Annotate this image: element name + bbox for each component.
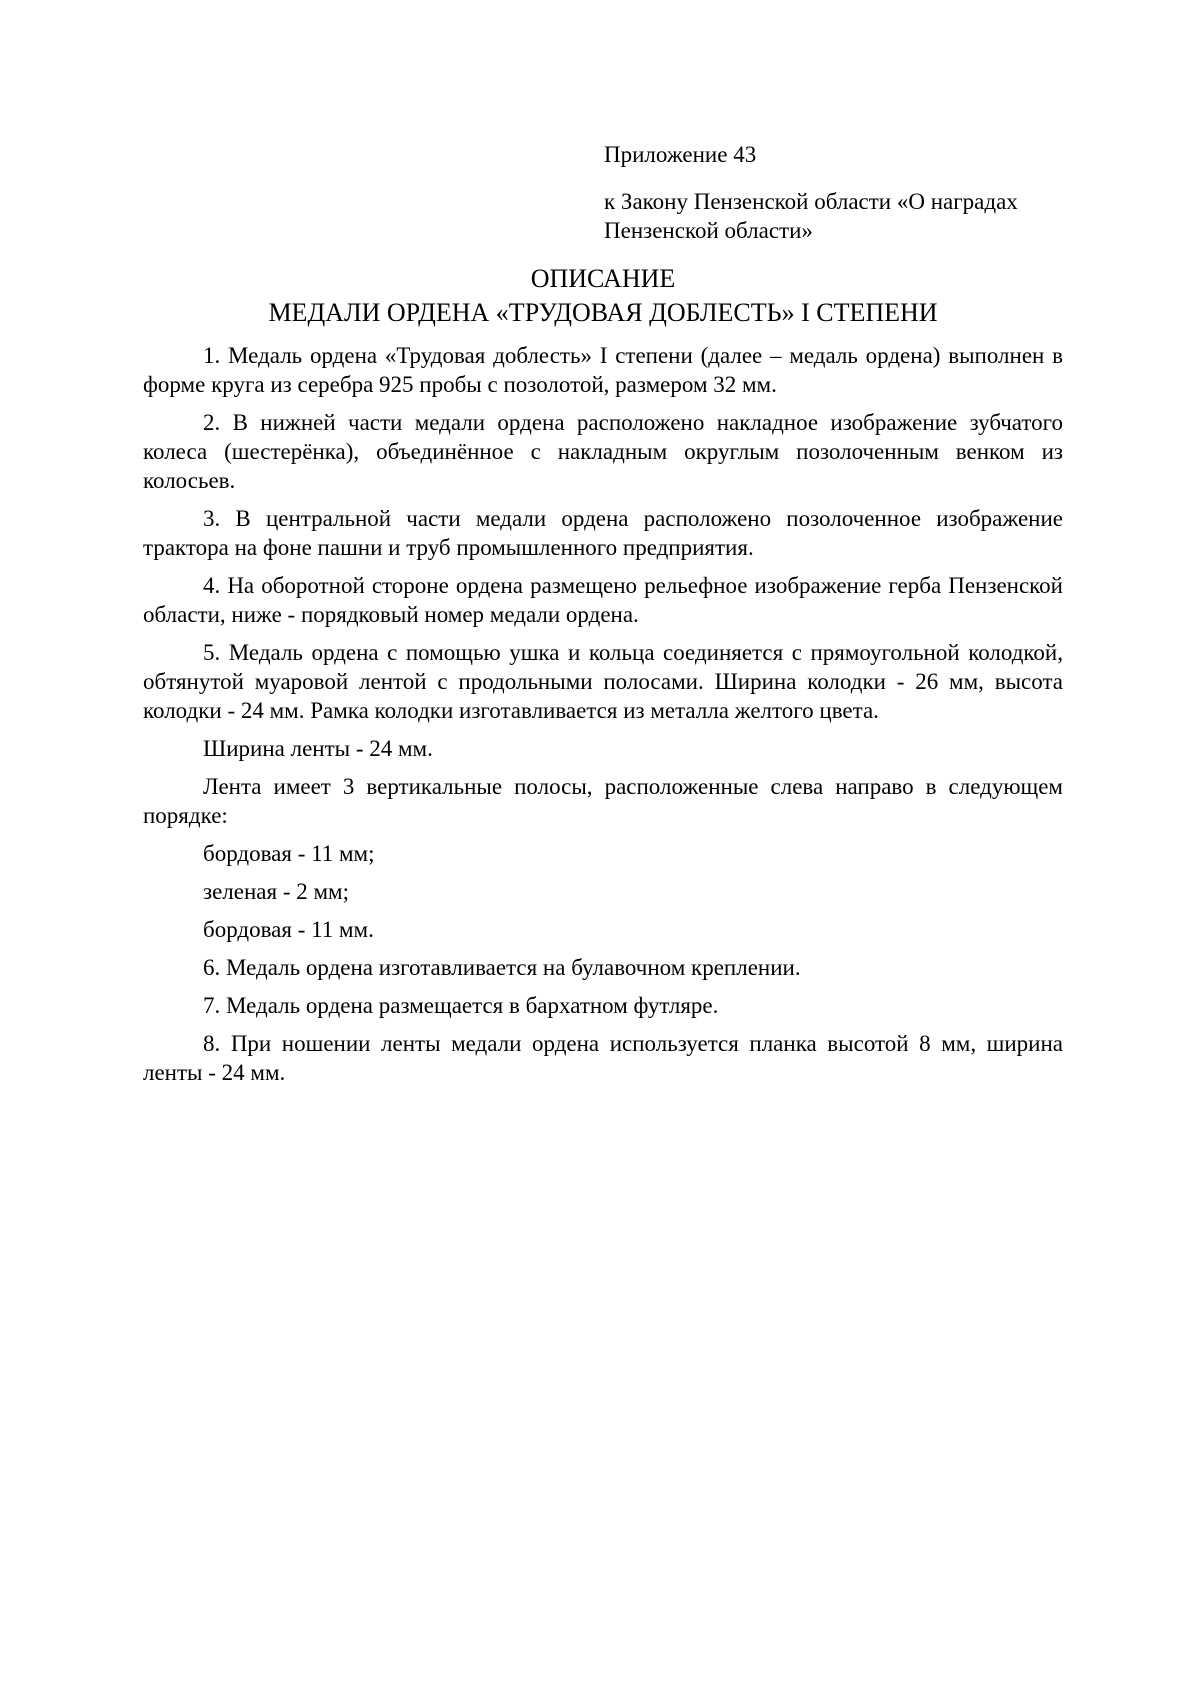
document-title (143, 262, 1063, 330)
paragraph-8: 8. При ношении ленты медали ордена используется планка высотой 8 мм, ширина ленты - 24 мм. (143, 1031, 1063, 1085)
paragraph-3: 3. В центральной части медали ордена расположено позолоченное изображение трактора на фоне пашни и труб промышленного предприятия. (143, 506, 1063, 560)
paragraph-4: 4. На оборотной стороне ордена размещено рельефное изображение герба Пензенской области, ниже - порядковый номер медали ордена. (143, 573, 1063, 627)
paragraph-6: 6. Медаль ордена изготавливается на булавочном креплении. (203, 955, 801, 980)
stripe-3: бордовая - 11 мм. (203, 917, 374, 942)
stripe-2: зеленая - 2 мм; (203, 879, 349, 904)
stripe-1: бордовая - 11 мм; (203, 841, 375, 866)
document-body (143, 341, 1063, 1096)
ribbon-stripes-intro: Лента имеет 3 вертикальные полосы, расположенные слева направо в следующем порядке: (143, 774, 1063, 828)
paragraph-2: 2. В нижней части медали ордена расположено накладное изображение зубчатого колеса (шестерёнка), объединённое с накладным округлым позолоченным венком из колосьев. (143, 410, 1063, 493)
ribbon-width: Ширина ленты - 24 мм. (203, 736, 433, 761)
appendix-header (604, 140, 1074, 245)
appendix-number: Приложение 43 (604, 142, 757, 167)
paragraph-1: 1. Медаль ордена «Трудовая доблесть» I степени (далее – медаль ордена) выполнен в форме круга из серебра 925 пробы с позолотой, размером 32 мм. (143, 343, 1063, 397)
title-line-1: ОПИСАНИЕ (530, 264, 676, 293)
title-line-2: МЕДАЛИ ОРДЕНА «ТРУДОВАЯ ДОБЛЕСТЬ» I СТЕПЕНИ (268, 298, 938, 327)
paragraph-7: 7. Медаль ордена размещается в бархатном футляре. (203, 993, 719, 1018)
appendix-law-reference: к Закону Пензенской области «О наградах Пензенской области» (604, 189, 1018, 243)
paragraph-5: 5. Медаль ордена с помощью ушка и кольца соединяется с прямоугольной колодкой, обтянутой муаровой лентой с продольными полосами. Ширина колодки - 26 мм, высота колодки - 24 мм. Рамка колодки изготавливается из металла желтого цвета. (143, 640, 1063, 723)
